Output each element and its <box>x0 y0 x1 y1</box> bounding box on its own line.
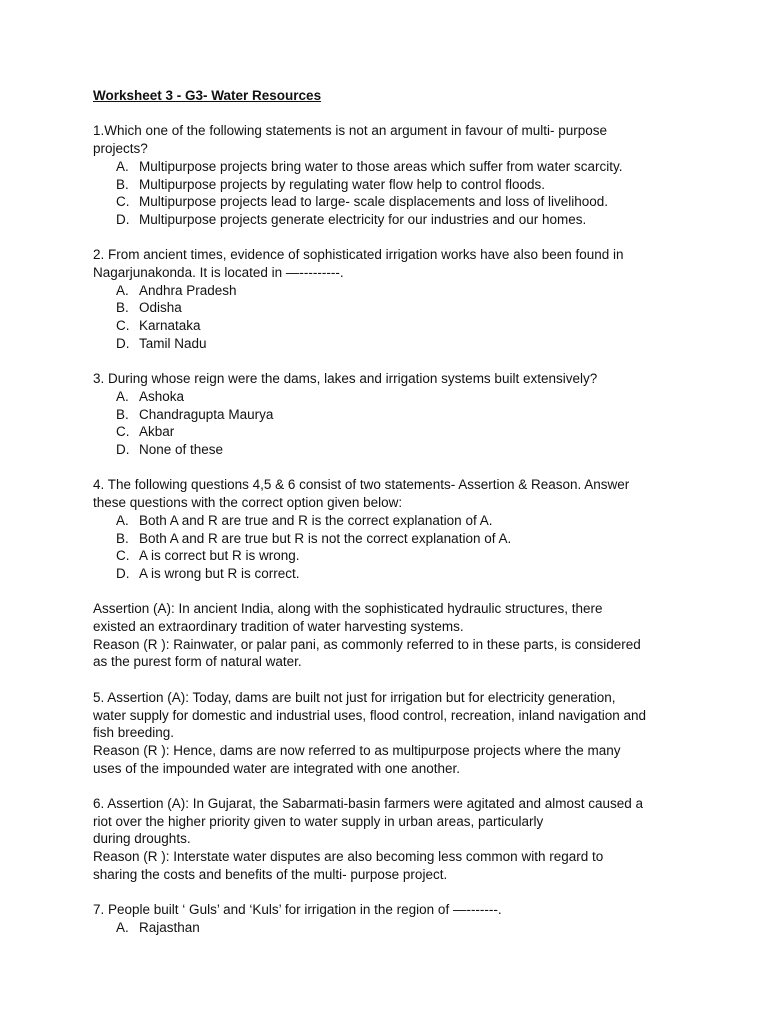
option-letter: A. <box>116 158 129 174</box>
answer-option <box>93 335 685 353</box>
option-letter: A. <box>116 919 129 935</box>
answer-option <box>93 388 685 406</box>
answer-option <box>93 919 685 937</box>
option-letter: D. <box>116 211 130 227</box>
assertion-text-line: 5. Assertion (A): Today, dams are built not just for irrigation but for electricity generation, <box>93 689 616 705</box>
answer-option <box>93 441 685 459</box>
answer-option <box>93 406 685 424</box>
reason-text-line: Reason (R ): Rainwater, or palar pani, as commonly referred to in these parts, is considered <box>93 636 641 652</box>
answer-option <box>93 512 685 530</box>
question-text-line: these questions with the correct option given below: <box>93 495 403 511</box>
question-2 <box>93 246 685 352</box>
answer-option <box>93 176 685 194</box>
answer-option <box>93 282 685 300</box>
option-letter: B. <box>116 406 129 422</box>
assertion-text-line: 6. Assertion (A): In Gujarat, the Sabarmati-basin farmers were agitated and almost caused a <box>93 796 644 812</box>
assertion-text-line: during droughts. <box>93 831 191 847</box>
question-text-line: 1.Which one of the following statements is not an argument in favour of multi- purpose <box>93 123 608 139</box>
option-text: Chandragupta Maurya <box>139 406 274 422</box>
worksheet-title: Worksheet 3 - G3- Water Resources <box>93 88 322 103</box>
option-letter: A. <box>116 388 129 404</box>
option-text: Multipurpose projects by regulating water flow help to control floods. <box>139 176 545 192</box>
answer-option <box>93 193 685 211</box>
question-text-line: Nagarjunakonda. It is located in —---------. <box>93 265 344 280</box>
question-4 <box>93 476 685 671</box>
question-text-line: 3. During whose reign were the dams, lakes and irrigation systems built extensively? <box>93 371 598 387</box>
option-text: A is wrong but R is correct. <box>139 565 300 581</box>
option-text: Andhra Pradesh <box>139 282 237 298</box>
option-letter: B. <box>116 530 129 546</box>
option-letter: D. <box>116 565 130 581</box>
option-text: Multipurpose projects lead to large- scale displacements and loss of livelihood. <box>139 194 608 210</box>
option-text: Tamil Nadu <box>139 335 207 351</box>
question-text-line: 4. The following questions 4,5 & 6 consist of two statements- Assertion & Reason. Answer <box>93 477 630 493</box>
question-5 <box>93 689 685 778</box>
assertion-text-line: riot over the higher priority given to water supply in urban areas, particularly <box>93 813 544 829</box>
answer-option <box>93 530 685 548</box>
question-text-line: 7. People built ‘ Guls’ and ‘Kuls’ for irrigation in the region of —-------. <box>93 902 502 918</box>
assertion-text-line: Assertion (A): In ancient India, along with the sophisticated hydraulic structures, there <box>93 601 603 617</box>
option-letter: C. <box>116 548 130 564</box>
answer-option <box>93 423 685 441</box>
option-text: Multipurpose projects bring water to those areas which suffer from water scarcity. <box>139 158 623 174</box>
assertion-text-line: existed an extraordinary tradition of water harvesting systems. <box>93 619 464 635</box>
option-letter: C. <box>116 318 130 334</box>
option-text: Odisha <box>139 300 182 316</box>
assertion-text-line: fish breeding. <box>93 725 175 741</box>
answer-option <box>93 317 685 335</box>
option-text: A is correct but R is wrong. <box>139 548 300 564</box>
question-text-line: 2. From ancient times, evidence of sophisticated irrigation works have also been found in <box>93 247 624 263</box>
answer-option <box>93 299 685 317</box>
reason-text-line: as the purest form of natural water. <box>93 654 302 670</box>
answer-option <box>93 565 685 583</box>
option-letter: B. <box>116 176 129 192</box>
option-text: None of these <box>139 442 224 458</box>
question-3 <box>93 370 685 459</box>
assertion-text-line: water supply for domestic and industrial uses, flood control, recreation, inland navigation and <box>93 707 647 723</box>
option-text: Rajasthan <box>139 919 200 935</box>
question-text-line: projects? <box>93 141 148 157</box>
option-text: Akbar <box>139 424 175 440</box>
reason-text-line: sharing the costs and benefits of the multi- purpose project. <box>93 866 448 882</box>
answer-option <box>93 158 685 176</box>
worksheet-page <box>93 87 685 937</box>
option-text: Both A and R are true and R is the correct explanation of A. <box>139 512 493 528</box>
option-letter: C. <box>116 194 130 210</box>
option-text: Both A and R are true but R is not the correct explanation of A. <box>139 530 512 546</box>
question-7 <box>93 901 685 936</box>
option-letter: B. <box>116 300 129 316</box>
reason-text-line: Reason (R ): Hence, dams are now referred to as multipurpose projects where the many <box>93 742 621 758</box>
option-letter: D. <box>116 335 130 351</box>
answer-option <box>93 547 685 565</box>
option-letter: C. <box>116 424 130 440</box>
question-1 <box>93 122 685 228</box>
option-text: Multipurpose projects generate electricity for our industries and our homes. <box>139 211 587 227</box>
option-letter: A. <box>116 282 129 298</box>
option-text: Ashoka <box>139 388 185 404</box>
reason-text-line: uses of the impounded water are integrated with one another. <box>93 760 460 776</box>
option-letter: A. <box>116 512 129 528</box>
reason-text-line: Reason (R ): Interstate water disputes are also becoming less common with regard to <box>93 849 604 865</box>
option-text: Karnataka <box>139 318 201 334</box>
option-letter: D. <box>116 442 130 458</box>
question-6 <box>93 795 685 884</box>
answer-option <box>93 211 685 229</box>
